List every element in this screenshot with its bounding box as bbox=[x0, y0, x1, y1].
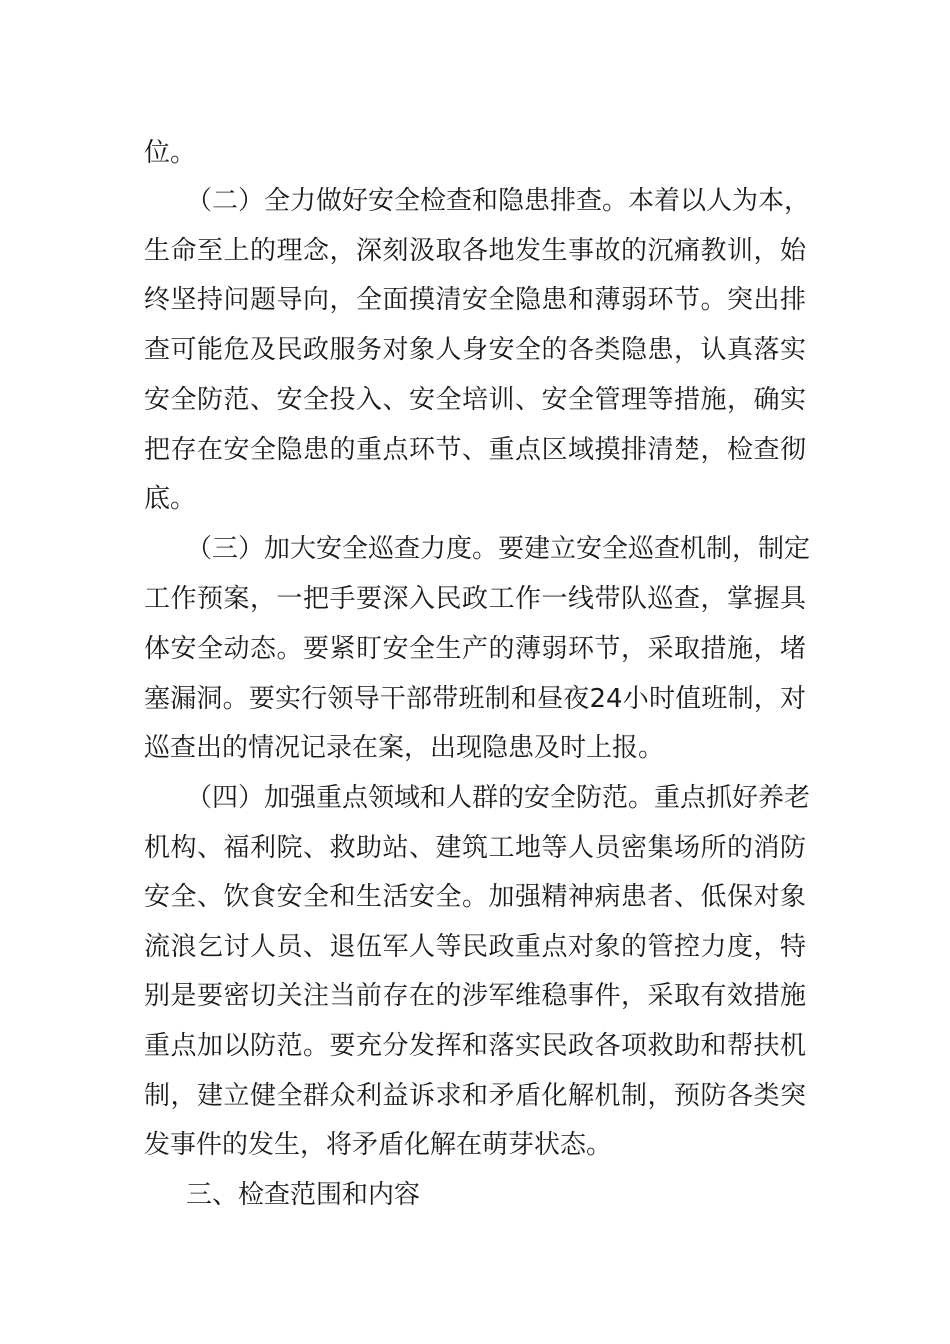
text-line: 塞漏洞。要实行领导干部带班制和昼夜24小时值班制，对 bbox=[144, 684, 806, 714]
text-line: 安全、饮食安全和生活安全。加强精神病患者、低保对象 bbox=[144, 882, 806, 912]
text-line: （三）加大安全巡查力度。要建立安全巡查机制，制定 bbox=[186, 534, 811, 564]
text-line: 别是要密切关注当前存在的涉军维稳事件，采取有效措施 bbox=[144, 981, 806, 1011]
text-line: 重点加以防范。要充分发挥和落实民政各项救助和帮扶机 bbox=[144, 1031, 806, 1061]
text-line: （四）加强重点领域和人群的安全防范。重点抓好养老 bbox=[186, 783, 811, 813]
text-line: 底。 bbox=[144, 484, 197, 514]
text-line: 生命至上的理念，深刻汲取各地发生事故的沉痛教训，始 bbox=[144, 236, 806, 266]
text-line: 巡查出的情况记录在案，出现隐患及时上报。 bbox=[144, 733, 665, 763]
text-line: 查可能危及民政服务对象人身安全的各类隐患，认真落实 bbox=[144, 335, 806, 365]
text-line: 制，建立健全群众利益诉求和矛盾化解机制，预防各类突 bbox=[144, 1081, 806, 1111]
text-line: 工作预案，一把手要深入民政工作一线带队巡查，掌握具 bbox=[144, 584, 806, 614]
text-line: （二）全力做好安全检查和隐患排查。本着以人为本， bbox=[186, 186, 811, 216]
text-line: 位。 bbox=[144, 138, 197, 168]
text-line: 发事件的发生，将矛盾化解在萌芽状态。 bbox=[144, 1130, 613, 1160]
text-line: 安全防范、安全投入、安全培训、安全管理等措施，确实 bbox=[144, 385, 806, 415]
text-line: 流浪乞讨人员、退伍军人等民政重点对象的管控力度，特 bbox=[144, 932, 806, 962]
text-line: 体安全动态。要紧盯安全生产的薄弱环节，采取措施，堵 bbox=[144, 634, 806, 664]
section-heading: 三、检查范围和内容 bbox=[186, 1180, 421, 1210]
text-line: 把存在安全隐患的重点环节、重点区域摸排清楚，检查彻 bbox=[144, 435, 806, 465]
text-line: 终坚持问题导向，全面摸清安全隐患和薄弱环节。突出排 bbox=[144, 285, 806, 315]
text-line: 机构、福利院、救助站、建筑工地等人员密集场所的消防 bbox=[144, 833, 806, 863]
